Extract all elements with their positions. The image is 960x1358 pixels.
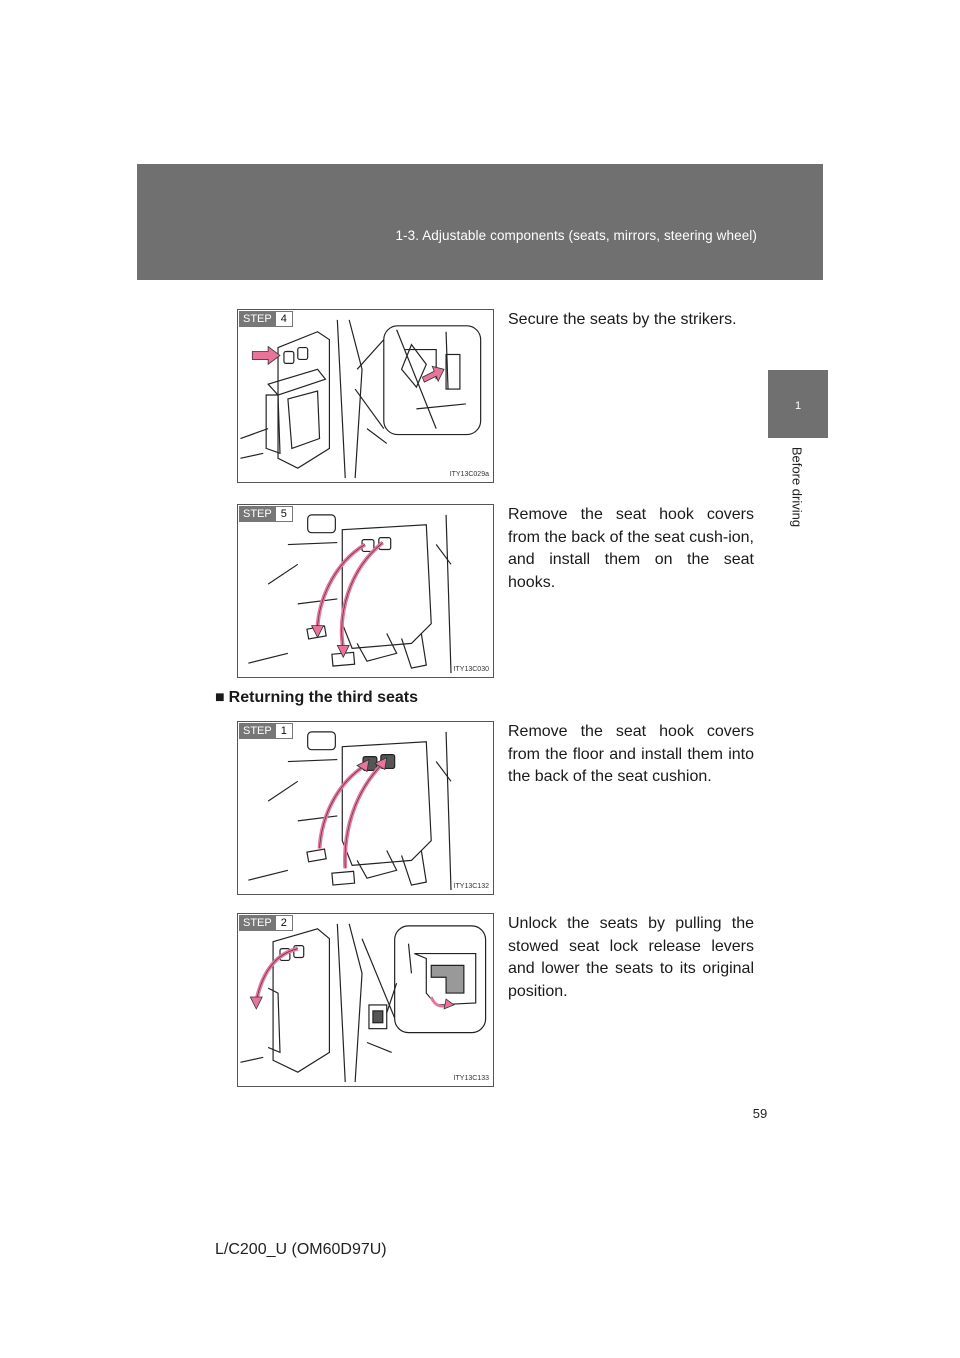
figure-code: ITY13C133 (453, 1075, 489, 1082)
page-number: 59 (752, 1106, 768, 1121)
figure-step-4 (237, 309, 494, 483)
section-heading (215, 689, 418, 707)
chapter-tab (768, 370, 828, 438)
seat-hook-covers-illustration (238, 505, 493, 677)
figure-step-1 (237, 721, 494, 895)
seat-strikers-illustration (238, 310, 493, 482)
step-word: STEP (239, 311, 276, 327)
step-number: 1 (276, 723, 293, 739)
document-code: L/C200_U (OM60D97U) (215, 1241, 387, 1258)
step-2-text: Unlock the seats by pulling the stowed seat lock release levers and lower the seats to its original position. (508, 915, 754, 1000)
chapter-tab-number: 1 (794, 400, 802, 412)
lock-release-lever-illustration (238, 914, 493, 1086)
step-word: STEP (239, 506, 276, 522)
install-hook-covers-illustration (238, 722, 493, 894)
section-bullet: ■ (215, 689, 225, 706)
chapter-title: 1-3. Adjustable components (seats, mirrors, steering wheel) (395, 228, 757, 243)
step-word: STEP (239, 723, 276, 739)
figure-step-5 (237, 504, 494, 678)
step-number: 4 (276, 311, 293, 327)
step-badge (239, 915, 293, 931)
step-4-text: Secure the seats by the strikers. (508, 311, 737, 328)
figure-code: ITY13C030 (453, 666, 489, 673)
chapter-header (137, 164, 823, 280)
chapter-side-label (785, 442, 809, 532)
step-number: 5 (276, 506, 293, 522)
step-badge (239, 311, 293, 327)
section-heading-text: Returning the third seats (228, 689, 419, 706)
step-1-text: Remove the seat hook covers from the floor and install them into the back of the seat cushion. (508, 723, 754, 785)
step-badge (239, 723, 293, 739)
figure-code: ITY13C029a (449, 471, 489, 478)
step-5-text: Remove the seat hook covers from the back of the seat cush-ion, and install them on the seat hooks. (508, 506, 754, 591)
step-number: 2 (276, 915, 293, 931)
step-badge (239, 506, 293, 522)
chapter-side-label-text: Before driving (789, 446, 805, 528)
figure-step-2 (237, 913, 494, 1087)
step-word: STEP (239, 915, 276, 931)
figure-code: ITY13C132 (453, 883, 489, 890)
